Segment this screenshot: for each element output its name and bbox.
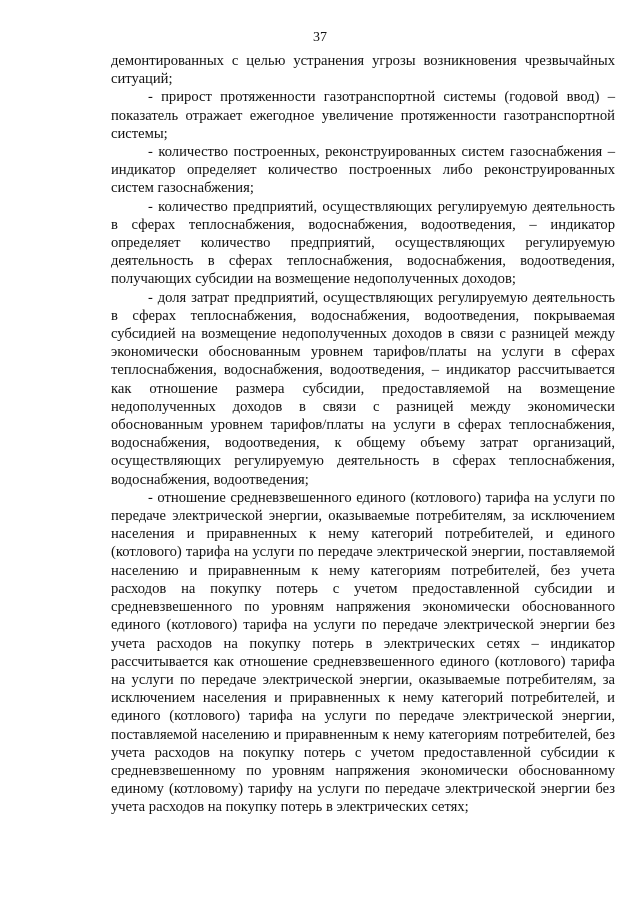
paragraph-gas-systems-built: - количество построенных, реконструированных систем газоснабжения – индикатор определяет количество построенных либо реконструированных систем газоснабжения;: [111, 144, 615, 197]
page-number: 37: [313, 30, 327, 45]
paragraph-gas-transport-growth: - прирост протяженности газотранспортной системы (годовой ввод) – показатель отражает ежегодное увеличение протяженности газотранспортной системы;: [111, 89, 615, 142]
paragraph-tariff-ratio: - отношение средневзвешенного единого (котлового) тарифа на услуги по передаче электрической энергии, оказываемые потребителям, за исключением населения и приравненных к нему категорий потребителей, и единого (котлового) тарифа на услуги по передаче электрической энергии, поставляемой населению и приравненным к нему категориям потребителей, без учета расходов на покупку потерь с учетом предоставленной субсидии и средневзвешенного по уровням напряжения экономически обоснованного единого (котлового) тарифа на услуги по передаче электрической энергии без учета расходов на покупку потерь в электрических сетях – индикатор рассчитывается как отношение средневзвешенного единого (котлового) тарифа на услуги по передаче электрической энергии, оказываемые потребителям, за исключением населения и приравненных к нему категорий потребителей, и единого (котлового) тарифа на услуги по передаче электрической энергии, поставляемой населению и приравненным к нему категориям потребителей, без учета расходов на покупку потерь с учетом предоставленной субсидии к средневзвешенному по уровням напряжения экономически обоснованному единому (котловому) тарифу на услуги по передаче электрической энергии без учета расходов на покупку потерь в электрических сетях;: [111, 489, 615, 816]
paragraph-enterprises-count: - количество предприятий, осуществляющих регулируемую деятельность в сферах теплоснабжения, водоснабжения, водоотведения, – индикатор определяет количество предприятий, осуществляющих регулируемую деятельность в сферах теплоснабжения, водоснабжения, водоотведения, получающих субсидии на возмещение недополученных доходов;: [111, 198, 615, 288]
paragraph-subsidy-share: - доля затрат предприятий, осуществляющих регулируемую деятельность в сферах теплоснабжения, водоснабжения, водоотведения, покрываемая субсидией на возмещение недополученных доходов в связи с разницей между экономически обоснованным уровнем тарифов/платы на услуги в сферах теплоснабжения, водоснабжения, водоотведения, – индикатор рассчитывается как отношение размера субсидии, предоставляемой на возмещение недополученных доходов в связи с разницей между экономически обоснованным уровнем тарифов/платы на услуги в сферах теплоснабжения, водоснабжения, водоотведения, к общему объему затрат организаций, осуществляющих регулируемую деятельность в сферах теплоснабжения, водоснабжения, водоотведения;: [111, 289, 615, 488]
document-body: [111, 52, 615, 817]
paragraph-continuation: демонтированных с целью устранения угрозы возникновения чрезвычайных ситуаций;: [111, 53, 615, 88]
